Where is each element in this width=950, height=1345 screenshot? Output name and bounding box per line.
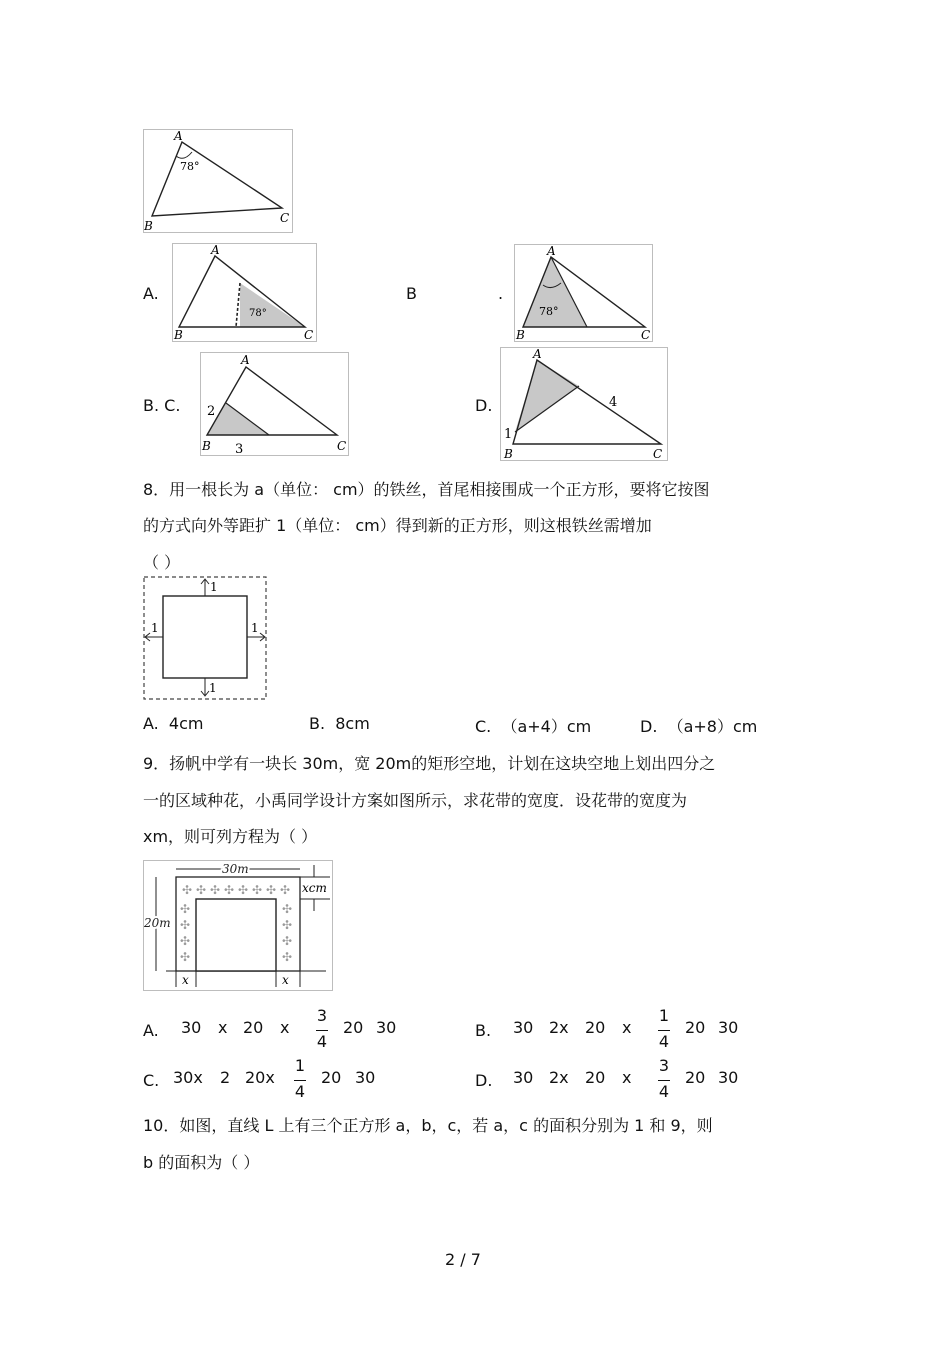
svg-text:✣: ✣ [266,883,277,897]
q8-option-c[interactable]: C. （a+4）cm [475,717,592,736]
svg-text:xcm: xcm [302,881,327,895]
q9-figure [143,860,333,991]
svg-text:B: B [516,328,525,341]
svg-text:78°: 78° [539,305,559,318]
q7-option-c-figure[interactable] [200,352,349,456]
svg-text:78°: 78° [249,308,267,319]
svg-text:C: C [653,447,663,460]
svg-text:✣: ✣ [182,883,193,897]
svg-text:1: 1 [504,427,513,442]
svg-text:✣: ✣ [282,934,293,948]
vertex-c: C [280,211,290,225]
vertex-b: B [144,219,153,232]
svg-text:1: 1 [210,580,218,594]
svg-text:A: A [533,348,542,361]
svg-text:x: x [182,973,189,987]
svg-text:1: 1 [209,681,217,695]
svg-text:C: C [304,328,314,341]
svg-text:✣: ✣ [282,918,293,932]
q7-option-b-dot: . [498,284,504,303]
svg-text:✣: ✣ [180,934,191,948]
svg-text:✣: ✣ [282,902,293,916]
svg-text:20m: 20m [144,916,171,930]
svg-text:A: A [211,244,220,257]
svg-text:x: x [282,973,289,987]
q8-figure [143,576,267,700]
q7-option-d-label[interactable]: D. [475,396,493,415]
q7-main-figure [143,129,293,233]
svg-text:B: B [504,447,513,460]
svg-text:✣: ✣ [280,883,291,897]
q9-line-1: 9．扬帆中学有一块长 30m，宽 20m的矩形空地，计划在这块空地上划出四分之 [143,754,716,773]
q10-line-1: 10．如图，直线 L 上有三个正方形 a，b，c，若 a，c 的面积分别为 1 和 9，则 [143,1116,713,1135]
q9-line-3: xm，则可列方程为（ ） [143,827,318,846]
q7-option-d-figure[interactable] [500,347,668,461]
svg-text:2: 2 [207,404,216,419]
svg-text:C: C [641,328,651,341]
q8-option-d[interactable]: D. （a+8）cm [640,717,758,736]
svg-text:A: A [241,353,250,367]
svg-text:3: 3 [235,442,244,455]
svg-text:A: A [547,245,556,258]
q8-line-1: 8．用一根长为 a（单位： cm）的铁丝，首尾相接围成一个正方形，要将它按图 [143,480,710,499]
angle-label: 78° [180,160,200,173]
svg-text:✣: ✣ [224,883,235,897]
svg-text:✣: ✣ [180,918,191,932]
svg-text:✣: ✣ [282,950,293,964]
page-number: 2 / 7 [445,1250,481,1269]
svg-text:1: 1 [251,621,259,635]
q7-option-b-figure[interactable] [514,244,653,342]
svg-text:B: B [202,439,211,453]
svg-text:30m: 30m [222,862,249,876]
q8-option-a[interactable]: A. 4cm [143,714,204,733]
q8-line-3: （ ） [143,553,181,572]
q7-option-b-label[interactable]: B [406,284,417,303]
svg-text:B: B [174,328,183,341]
q8-option-b[interactable]: B. 8cm [309,714,370,733]
q9-line-2: 一的区域种花，小禹同学设计方案如图所示，求花带的宽度．设花带的宽度为 [143,791,688,810]
svg-text:✣: ✣ [238,883,249,897]
q10-line-2: b 的面积为（ ） [143,1153,260,1172]
q8-line-2: 的方式向外等距扩 1（单位： cm）得到新的正方形，则这根铁丝需增加 [143,516,652,535]
svg-text:✣: ✣ [252,883,263,897]
svg-text:✣: ✣ [196,883,207,897]
q7-option-a-label[interactable]: A. [143,284,159,303]
vertex-a: A [174,130,183,143]
q7-option-a-figure[interactable] [172,243,317,342]
svg-text:✣: ✣ [180,950,191,964]
svg-text:C: C [337,439,347,453]
svg-text:✣: ✣ [180,902,191,916]
svg-text:✣: ✣ [210,883,221,897]
svg-text:4: 4 [609,395,618,410]
q7-option-c-label[interactable]: B. C. [143,396,181,415]
svg-text:1: 1 [151,621,159,635]
